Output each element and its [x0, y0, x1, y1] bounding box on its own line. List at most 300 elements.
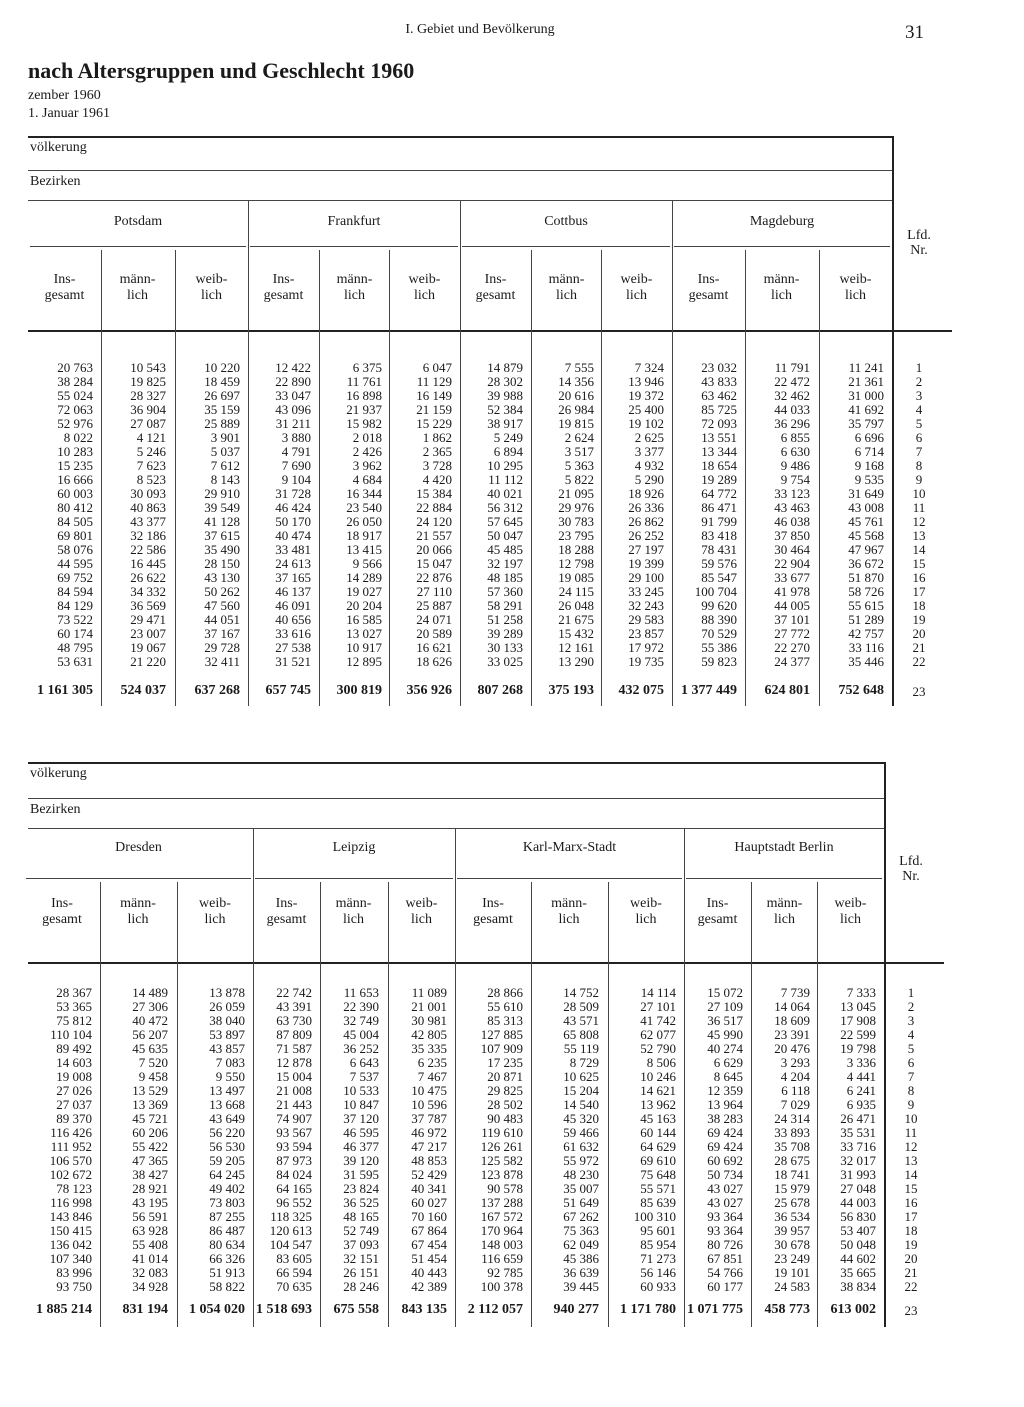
table-cell: 16 666 — [57, 472, 93, 487]
column-header-line-2: gesamt — [263, 288, 304, 303]
table-cell: 12 878 — [276, 1055, 312, 1070]
table-cell: 25 887 — [416, 598, 452, 613]
table-cell: 43 857 — [209, 1041, 245, 1056]
table-cell: 21 937 — [346, 402, 382, 417]
total-cell-total: 807 268 — [477, 683, 523, 698]
table-cell: 71 587 — [276, 1041, 312, 1056]
column-header-total — [253, 896, 320, 928]
column-header-line-2: lich — [626, 288, 647, 303]
column-header-line-1: männ- — [766, 896, 803, 911]
table-cell: 28 246 — [343, 1279, 379, 1294]
table-cell: 18 459 — [204, 374, 240, 389]
table-cell: 55 408 — [132, 1237, 168, 1252]
table-cell: 20 476 — [774, 1041, 810, 1056]
table-cell: 13 344 — [701, 444, 737, 459]
table-cell: 37 120 — [343, 1111, 379, 1126]
table-cell: 26 048 — [558, 598, 594, 613]
table-cell: 43 391 — [276, 999, 312, 1014]
data-column-total — [460, 361, 523, 669]
district-name: Dresden — [115, 840, 162, 855]
table-cell: 41 692 — [848, 402, 884, 417]
table-cell: 20 616 — [558, 388, 594, 403]
population-label: völkerung — [30, 766, 87, 781]
row-number: 19 — [912, 612, 926, 627]
table-cell: 9 754 — [780, 472, 810, 487]
table-cell: 45 485 — [487, 542, 523, 557]
table-cell: 18 626 — [416, 654, 452, 669]
table-cell: 20 204 — [346, 598, 382, 613]
table-cell: 4 420 — [422, 472, 452, 487]
districts-label: Bezirken — [30, 174, 81, 189]
data-column-female — [819, 361, 884, 669]
table-cell: 15 982 — [346, 416, 382, 431]
district-name-rule — [462, 246, 670, 247]
table-cell: 49 402 — [209, 1181, 245, 1196]
row-number: 16 — [904, 1195, 918, 1210]
table-cell: 5 822 — [564, 472, 594, 487]
table-cell: 19 735 — [628, 654, 664, 669]
table-cell: 59 823 — [701, 654, 737, 669]
table-cell: 51 289 — [848, 612, 884, 627]
table-cell: 10 533 — [343, 1083, 379, 1098]
column-header-line-2: gesamt — [475, 288, 516, 303]
table-cell: 19 372 — [628, 388, 664, 403]
table-cell: 26 336 — [628, 500, 664, 515]
total-cell-female: 1 171 780 — [620, 1302, 676, 1317]
table-cell: 18 917 — [346, 528, 382, 543]
table-cell: 78 431 — [701, 542, 737, 557]
table-cell: 39 549 — [204, 500, 240, 515]
table-cell: 6 235 — [417, 1055, 447, 1070]
column-header-line-1: Ins- — [51, 896, 73, 911]
table-cell: 64 629 — [640, 1139, 676, 1154]
district-name-rule — [26, 878, 251, 879]
table-cell: 58 726 — [848, 584, 884, 599]
column-header-line-2: gesamt — [688, 288, 729, 303]
table-cell: 22 884 — [416, 500, 452, 515]
table-cell: 21 095 — [558, 486, 594, 501]
column-header-line-1: Ins- — [53, 272, 76, 287]
column-header-line-2: lich — [127, 912, 149, 927]
row-number: 4 — [907, 1027, 915, 1042]
data-column-male — [320, 986, 379, 1294]
table-cell: 93 364 — [707, 1223, 743, 1238]
table-cell: 92 785 — [487, 1265, 523, 1280]
data-column-female — [175, 361, 240, 669]
table-cell: 10 220 — [204, 360, 240, 375]
table-cell: 70 160 — [411, 1209, 447, 1224]
data-column-total — [253, 986, 312, 1294]
column-header-female — [817, 896, 884, 928]
table-cell: 29 100 — [628, 570, 664, 585]
column-header-total — [672, 272, 745, 304]
table-cell: 85 954 — [640, 1237, 676, 1252]
table-cell: 16 585 — [346, 612, 382, 627]
column-header-line-1: Ins- — [272, 272, 295, 287]
total-cell-total: 657 745 — [265, 683, 311, 698]
row-number: 9 — [915, 472, 923, 487]
total-cell-male: 831 194 — [122, 1302, 168, 1317]
table-cell: 14 879 — [487, 360, 523, 375]
table-cell: 4 932 — [634, 458, 664, 473]
table-cell: 21 443 — [276, 1097, 312, 1112]
total-row-number: 23 — [904, 1303, 918, 1318]
table-cell: 51 913 — [209, 1265, 245, 1280]
table-cell: 53 631 — [57, 654, 93, 669]
table-cell: 23 007 — [130, 626, 166, 641]
row-number: 19 — [904, 1237, 918, 1252]
table-cell: 18 609 — [774, 1013, 810, 1028]
row-number: 1 — [915, 360, 923, 375]
table-cell: 84 024 — [276, 1167, 312, 1182]
table-cell: 3 880 — [281, 430, 311, 445]
total-cell-male: 524 037 — [120, 683, 166, 698]
table-cell: 126 261 — [480, 1139, 523, 1154]
data-column-total — [684, 986, 743, 1294]
table-cell: 6 935 — [846, 1097, 876, 1112]
table-cell: 65 808 — [563, 1027, 599, 1042]
table-cell: 93 750 — [56, 1279, 92, 1294]
table-cell: 53 407 — [840, 1223, 876, 1238]
table-cell: 2 365 — [422, 444, 452, 459]
table-cell: 5 037 — [210, 444, 240, 459]
total-cell-total: 2 112 057 — [467, 1302, 523, 1317]
table-cell: 4 684 — [352, 472, 382, 487]
table-cell: 10 596 — [411, 1097, 447, 1112]
table-cell: 33 616 — [275, 626, 311, 641]
table-cell: 70 529 — [701, 626, 737, 641]
column-header-line-1: Ins- — [484, 272, 507, 287]
table-cell: 46 972 — [411, 1125, 447, 1140]
column-header-line-1: weib- — [195, 272, 228, 287]
table-cell: 37 787 — [411, 1111, 447, 1126]
row-number: 5 — [907, 1041, 915, 1056]
table-cell: 7 555 — [564, 360, 594, 375]
column-header-line-1: Ins- — [275, 896, 298, 911]
row-number: 12 — [912, 514, 926, 529]
table-cell: 16 344 — [346, 486, 382, 501]
table-cell: 8 143 — [210, 472, 240, 487]
table-cell: 14 603 — [56, 1055, 92, 1070]
table-cell: 4 791 — [281, 444, 311, 459]
table-cell: 16 621 — [416, 640, 452, 655]
table-cell: 10 295 — [487, 458, 523, 473]
table-cell: 63 730 — [276, 1013, 312, 1028]
table-cell: 60 174 — [57, 626, 93, 641]
total-cell-male: 375 193 — [548, 683, 594, 698]
table-cell: 93 364 — [707, 1209, 743, 1224]
row-number: 21 — [904, 1265, 918, 1280]
district-name: Potsdam — [113, 214, 163, 229]
row-number: 10 — [904, 1111, 918, 1126]
column-header-line-2: lich — [204, 912, 226, 927]
table-cell: 58 822 — [209, 1279, 245, 1294]
table-cell: 36 569 — [130, 598, 166, 613]
table-cell: 71 273 — [640, 1251, 676, 1266]
table-cell: 36 672 — [848, 556, 884, 571]
data-column-male — [531, 361, 594, 669]
table-cell: 9 535 — [854, 472, 884, 487]
table-cell: 36 904 — [130, 402, 166, 417]
column-header-line-1: weib- — [839, 272, 872, 287]
column-header-line-1: männ- — [763, 272, 800, 287]
table-cell: 20 589 — [416, 626, 452, 641]
row-number: 17 — [904, 1209, 918, 1224]
table-cell: 27 306 — [132, 999, 168, 1014]
table-cell: 45 163 — [640, 1111, 676, 1126]
column-header-female — [819, 272, 892, 304]
table-cell: 17 908 — [840, 1013, 876, 1028]
row-number: 11 — [912, 500, 926, 515]
table-cell: 55 571 — [640, 1181, 676, 1196]
table-cell: 21 361 — [848, 374, 884, 389]
total-cell-male: 675 558 — [333, 1302, 379, 1317]
table-cell: 40 021 — [487, 486, 523, 501]
table-cell: 95 601 — [640, 1223, 676, 1238]
table-cell: 13 415 — [346, 542, 382, 557]
column-header-male — [531, 896, 607, 928]
table-cell: 52 976 — [57, 416, 93, 431]
column-header-male — [319, 272, 390, 304]
table-cell: 45 635 — [132, 1041, 168, 1056]
table-cell: 110 104 — [50, 1027, 92, 1042]
table-cell: 39 445 — [563, 1279, 599, 1294]
row-number: 22 — [904, 1279, 918, 1294]
data-column-female — [177, 986, 245, 1294]
column-header-line-2: gesamt — [42, 912, 82, 927]
table-cell: 45 568 — [848, 528, 884, 543]
district-name: Magdeburg — [749, 214, 815, 229]
table-cell: 35 665 — [840, 1265, 876, 1280]
table-cell: 33 481 — [275, 542, 311, 557]
row-number: 18 — [904, 1223, 918, 1238]
table-cell: 40 474 — [275, 528, 311, 543]
table-cell: 29 976 — [558, 500, 594, 515]
data-column-male — [751, 986, 810, 1294]
table-cell: 28 150 — [204, 556, 240, 571]
table-cell: 2 625 — [634, 430, 664, 445]
table-cell: 27 538 — [275, 640, 311, 655]
total-cell-total: 1 518 693 — [256, 1302, 312, 1317]
column-header-line-2: lich — [558, 912, 580, 927]
table-cell: 11 089 — [411, 985, 447, 1000]
table-cell: 40 341 — [411, 1181, 447, 1196]
column-header-line-2: gesamt — [44, 288, 85, 303]
table-cell: 40 443 — [411, 1265, 447, 1280]
column-header-line-1: weib- — [630, 896, 662, 911]
table-cell: 8 523 — [136, 472, 166, 487]
table-cell: 63 928 — [132, 1223, 168, 1238]
table-cell: 38 917 — [487, 416, 523, 431]
table-cell: 72 063 — [57, 402, 93, 417]
table-cell: 29 825 — [487, 1083, 523, 1098]
table-cell: 24 120 — [416, 514, 452, 529]
table-cell: 48 795 — [57, 640, 93, 655]
table-cell: 37 167 — [204, 626, 240, 641]
table-cell: 88 390 — [701, 612, 737, 627]
table-cell: 15 047 — [416, 556, 452, 571]
table-cell: 14 489 — [132, 985, 168, 1000]
table-cell: 28 866 — [487, 985, 523, 1000]
table-cell: 29 728 — [204, 640, 240, 655]
table-cell: 22 599 — [840, 1027, 876, 1042]
column-header-line-1: männ- — [120, 896, 156, 911]
row-number: 11 — [904, 1125, 918, 1140]
table-cell: 32 749 — [343, 1013, 379, 1028]
column-header-line-2: lich — [344, 288, 365, 303]
table-cell: 3 962 — [352, 458, 382, 473]
table-cell: 26 471 — [840, 1111, 876, 1126]
table-cell: 19 008 — [56, 1069, 92, 1084]
table-cell: 32 186 — [130, 528, 166, 543]
table-cell: 20 763 — [57, 360, 93, 375]
table-cell: 21 001 — [411, 999, 447, 1014]
table-cell: 31 993 — [840, 1167, 876, 1182]
table-cell: 83 418 — [701, 528, 737, 543]
total-cell-male: 624 801 — [764, 683, 810, 698]
row-number: 10 — [912, 486, 926, 501]
table-cell: 167 572 — [480, 1209, 523, 1224]
table-cell: 52 790 — [640, 1041, 676, 1056]
lfd-label-2: Nr. — [910, 243, 928, 258]
table-cell: 67 262 — [563, 1209, 599, 1224]
table-cell: 10 917 — [346, 640, 382, 655]
data-column-male — [745, 361, 810, 669]
table-cell: 34 928 — [132, 1279, 168, 1294]
table-cell: 120 613 — [269, 1223, 312, 1238]
table-cell: 64 772 — [701, 486, 737, 501]
table-cell: 57 645 — [487, 514, 523, 529]
lfd-divider — [884, 762, 886, 1327]
row-number-column — [888, 986, 934, 1294]
table-cell: 36 639 — [563, 1265, 599, 1280]
table-cell: 13 027 — [346, 626, 382, 641]
column-header-line-1: Ins- — [697, 272, 720, 287]
table-cell: 15 235 — [57, 458, 93, 473]
population-label: völkerung — [30, 140, 87, 155]
subtitle-line-2: 1. Januar 1961 — [28, 106, 111, 121]
table-cell: 59 205 — [209, 1153, 245, 1168]
table-cell: 27 037 — [56, 1097, 92, 1112]
total-cell-female: 613 002 — [830, 1302, 876, 1317]
table-cell: 123 878 — [480, 1167, 523, 1182]
column-header-line-1: männ- — [551, 896, 587, 911]
table-cell: 43 463 — [774, 500, 810, 515]
table-cell: 28 921 — [132, 1181, 168, 1196]
table-cell: 43 130 — [204, 570, 240, 585]
table-cell: 12 422 — [275, 360, 311, 375]
district-name: Karl-Marx-Stadt — [522, 840, 617, 855]
table-cell: 55 615 — [848, 598, 884, 613]
table-cell: 39 289 — [487, 626, 523, 641]
row-number: 20 — [912, 626, 926, 641]
table-cell: 55 610 — [487, 999, 523, 1014]
column-header-line-2: lich — [774, 912, 795, 927]
table-cell: 33 047 — [275, 388, 311, 403]
table-cell: 14 114 — [640, 985, 676, 1000]
data-column-male — [319, 361, 382, 669]
population-rule — [28, 170, 892, 171]
table-cell: 16 898 — [346, 388, 382, 403]
table-cell: 96 552 — [276, 1195, 312, 1210]
table-cell: 22 270 — [774, 640, 810, 655]
row-number: 8 — [907, 1083, 915, 1098]
table-cell: 62 049 — [563, 1237, 599, 1252]
row-number: 12 — [904, 1139, 918, 1154]
data-column-total — [28, 361, 93, 669]
table-cell: 17 235 — [487, 1055, 523, 1070]
table-cell: 72 093 — [701, 416, 737, 431]
table-cell: 60 003 — [57, 486, 93, 501]
column-header-female — [389, 272, 460, 304]
table-cell: 31 211 — [275, 416, 311, 431]
table-cell: 18 741 — [774, 1167, 810, 1182]
column-header-female — [177, 896, 253, 928]
table-cell: 28 327 — [130, 388, 166, 403]
table-cell: 60 933 — [640, 1279, 676, 1294]
table-cell: 17 972 — [628, 640, 664, 655]
table-cell: 47 560 — [204, 598, 240, 613]
table-cell: 63 462 — [701, 388, 737, 403]
table-cell: 10 246 — [640, 1069, 676, 1084]
districts-label: Bezirken — [30, 802, 81, 817]
total-cell-female: 637 268 — [194, 683, 240, 698]
table-cell: 8 022 — [63, 430, 93, 445]
table-cell: 13 964 — [707, 1097, 743, 1112]
table-cell: 43 008 — [848, 500, 884, 515]
data-column-total — [672, 361, 737, 669]
table-cell: 9 104 — [281, 472, 311, 487]
table-cell: 45 990 — [707, 1027, 743, 1042]
table-cell: 75 363 — [563, 1223, 599, 1238]
row-number: 7 — [907, 1069, 915, 1084]
table-cell: 12 161 — [558, 640, 594, 655]
table-cell: 48 185 — [487, 570, 523, 585]
table-cell: 22 904 — [774, 556, 810, 571]
table-cell: 32 083 — [132, 1265, 168, 1280]
table-cell: 18 654 — [701, 458, 737, 473]
data-column-total — [455, 986, 523, 1294]
column-header-line-1: männ- — [336, 272, 373, 287]
table-cell: 15 979 — [774, 1181, 810, 1196]
table-cell: 83 996 — [56, 1265, 92, 1280]
table-cell: 90 578 — [487, 1181, 523, 1196]
table-cell: 24 115 — [558, 584, 594, 599]
column-header-total — [24, 896, 100, 928]
table-cell: 13 878 — [209, 985, 245, 1000]
row-number: 13 — [912, 528, 926, 543]
table-cell: 51 870 — [848, 570, 884, 585]
table-cell: 45 721 — [132, 1111, 168, 1126]
table-cell: 19 101 — [774, 1265, 810, 1280]
table-cell: 21 008 — [276, 1083, 312, 1098]
table-cell: 37 101 — [774, 612, 810, 627]
table-cell: 125 582 — [480, 1153, 523, 1168]
page-number: 31 — [905, 22, 924, 43]
table-cell: 80 412 — [57, 500, 93, 515]
table-cell: 50 170 — [275, 514, 311, 529]
table-cell: 44 602 — [840, 1251, 876, 1266]
table-cell: 33 025 — [487, 654, 523, 669]
table-cell: 106 570 — [49, 1153, 92, 1168]
table-cell: 30 678 — [774, 1237, 810, 1252]
table-cell: 7 333 — [846, 985, 876, 1000]
table-cell: 107 340 — [49, 1251, 92, 1266]
table-cell: 5 249 — [493, 430, 523, 445]
table-cell: 7 690 — [281, 458, 311, 473]
table-cell: 46 595 — [343, 1125, 379, 1140]
table-cell: 24 071 — [416, 612, 452, 627]
